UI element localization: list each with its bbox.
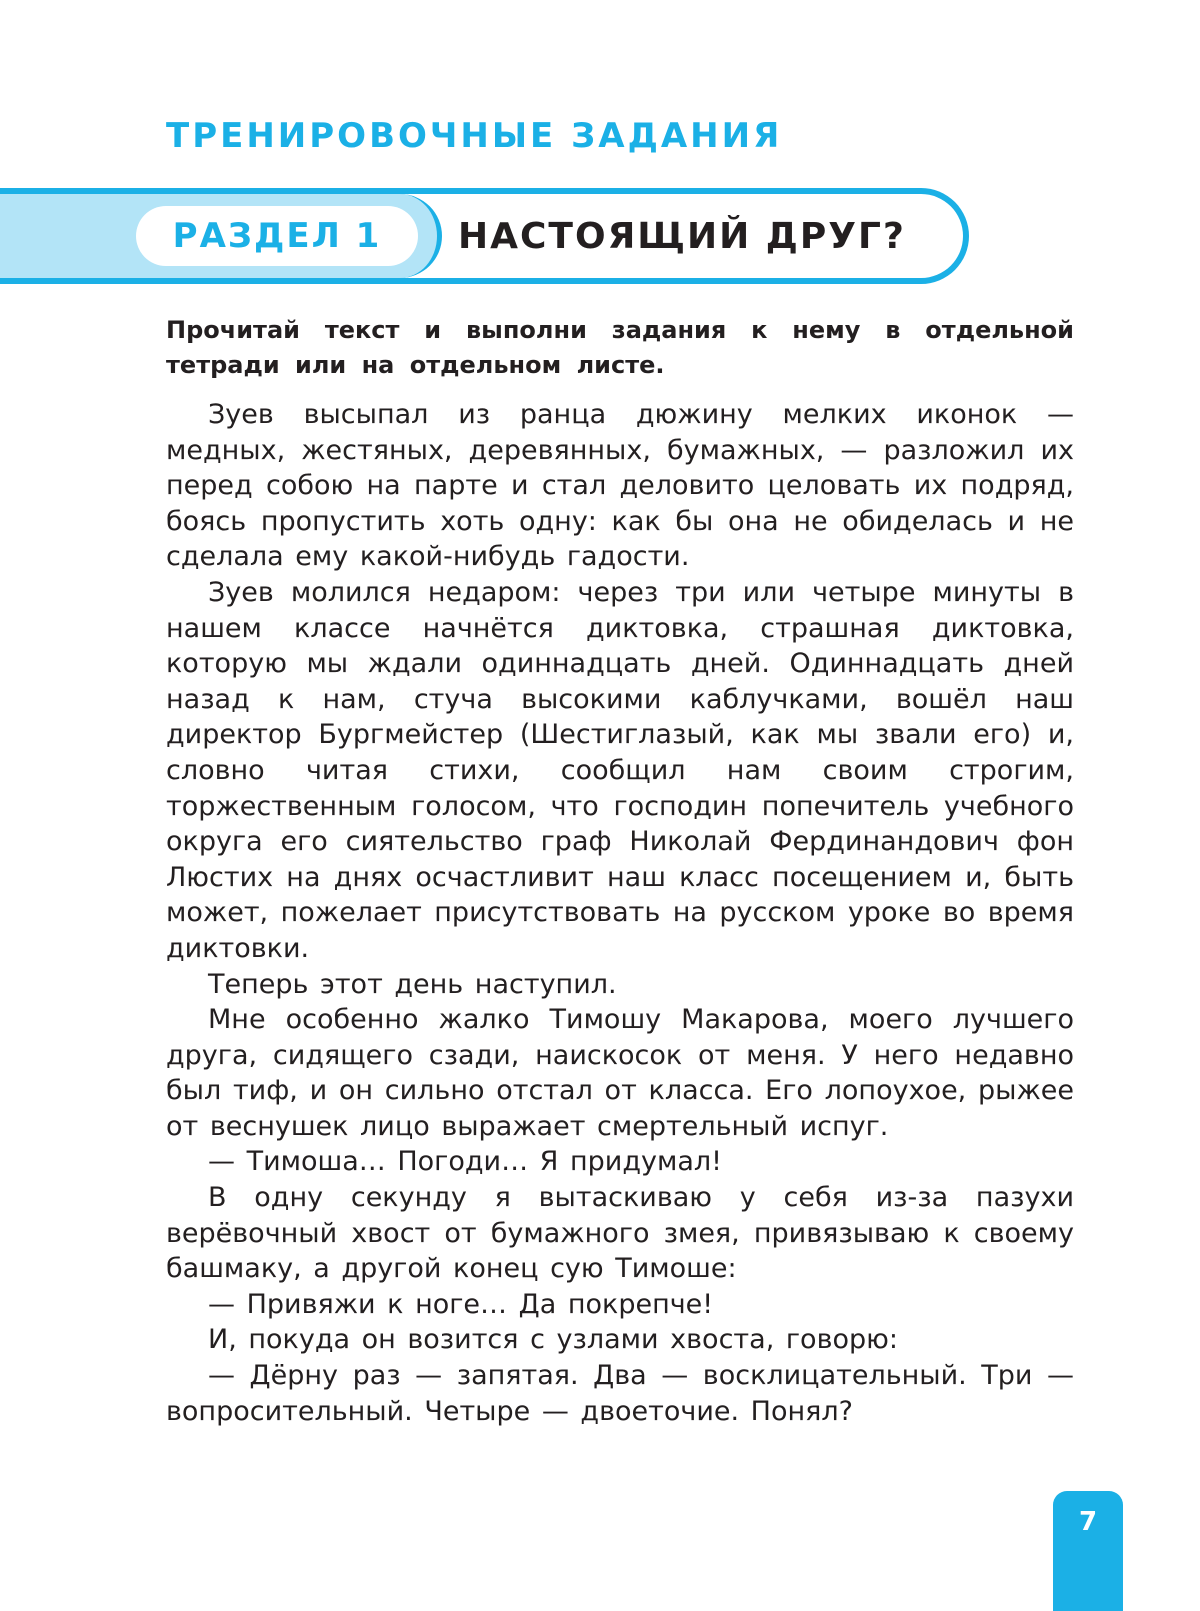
task-instruction: Прочитай текст и выполни задания к нему в отдельной тетради или на отдельном листе. <box>166 316 1074 379</box>
text-paragraph: И, покуда он возится с узлами хвоста, говорю: <box>208 1324 898 1356</box>
chapter-title: НАСТОЯЩИЙ ДРУГ? <box>458 215 906 257</box>
section-heading: ТРЕНИРОВОЧНЫЕ ЗАДАНИЯ <box>166 116 783 156</box>
text-paragraph: Зуев высыпал из ранца дюжину мелких иконок — медных, жестяных, деревянных, бумажных, — разложил их перед собою на парте и стал деловито целовать их подряд, боясь пропустить хоть одну: как бы она не обиделась и не сделала ему какой-нибудь гадости. <box>166 399 1074 573</box>
section-label: РАЗДЕЛ 1 <box>136 206 418 266</box>
text-paragraph: — Тимоша… Погоди… Я придумал! <box>208 1146 722 1178</box>
text-paragraph: Теперь этот день наступил. <box>208 968 617 1000</box>
text-paragraph: Зуев молился недаром: через три или четыре минуты в нашем классе начнётся диктовка, страшная диктовка, которую мы ждали одиннадцать дней. Одиннадцать дней назад к нам, стуча высокими каблучками, вошёл наш директор Бургмейстер (Шестиглазый, как мы звали его) и, словно читая стихи, сообщил нам своим строгим, торжественным голосом, что господин попечитель учебного округа его сиятельство граф Николай Фердинандович фон Люстих на днях осчастливит наш класс посещением и, быть может, пожелает присутствовать на русском уроке во время диктовки. <box>166 576 1074 964</box>
page-number: 7 <box>1053 1491 1123 1611</box>
text-paragraph: Мне особенно жалко Тимошу Макарова, моего лучшего друга, сидящего сзади, наискосок от меня. У него недавно был тиф, и он сильно отстал от класса. Его лопоухое, рыжее от веснушек лицо выражает смертельный испуг. <box>166 1004 1074 1142</box>
reading-text <box>166 397 1074 1429</box>
text-paragraph: — Привяжи к ноге… Да покрепче! <box>208 1288 714 1320</box>
text-paragraph: — Дёрну раз — запятая. Два — восклицательный. Три — вопросительный. Четыре — двоеточие. Понял? <box>166 1360 1074 1427</box>
text-paragraph: В одну секунду я вытаскиваю у себя из-за пазухи верёвочный хвост от бумажного змея, привязываю к своему башмаку, а другой конец сую Тимоше: <box>166 1182 1074 1285</box>
chapter-banner <box>0 188 969 284</box>
